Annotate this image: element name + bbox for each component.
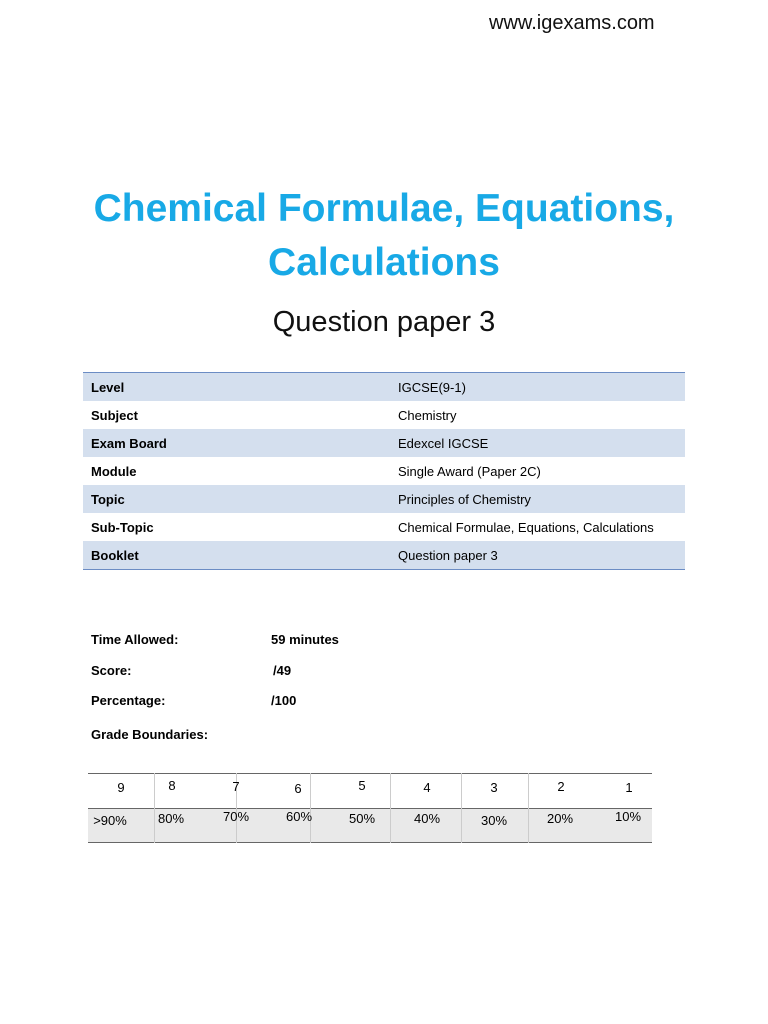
- info-label: Subject: [91, 407, 138, 423]
- percentage-label: Percentage:: [91, 693, 166, 708]
- grade-cell: 8: [168, 778, 176, 793]
- percent-cell: 10%: [614, 809, 642, 824]
- info-value: Chemical Formulae, Equations, Calculations: [398, 519, 654, 535]
- info-label: Module: [91, 463, 137, 479]
- page-title-line-2: Calculations: [268, 241, 500, 284]
- percent-cell: 60%: [285, 809, 313, 824]
- grade-cell: 9: [117, 780, 125, 795]
- title-block: [0, 182, 768, 342]
- table-row: [83, 513, 685, 541]
- table-row: [83, 373, 685, 402]
- info-value: IGCSE(9-1): [390, 373, 685, 402]
- score: [91, 663, 292, 678]
- info-label: Sub-Topic: [91, 519, 154, 535]
- info-value: Chemistry: [398, 407, 457, 423]
- grade-boundaries-heading: [91, 727, 208, 742]
- divider: [88, 842, 652, 843]
- time-allowed: [91, 632, 339, 647]
- score-label: Score:: [91, 663, 132, 678]
- website-url[interactable]: www.igexams.com: [489, 12, 655, 34]
- page-subtitle: Question paper 3: [272, 306, 496, 338]
- divider: [88, 808, 652, 809]
- info-value: Edexcel IGCSE: [390, 429, 685, 457]
- grade-cell: 4: [423, 780, 431, 795]
- percentage: [91, 693, 297, 708]
- grade-cell: 1: [625, 780, 633, 795]
- info-value: Question paper 3: [390, 541, 685, 570]
- percent-cell: 30%: [480, 813, 508, 828]
- percent-cell: >90%: [93, 813, 127, 828]
- grade-cell: 2: [557, 779, 565, 794]
- info-table: [83, 372, 685, 570]
- grade-cell: 5: [358, 778, 366, 793]
- info-label: Exam Board: [83, 429, 390, 457]
- info-label: Booklet: [83, 541, 390, 570]
- percent-cell: 70%: [222, 809, 250, 824]
- info-value: Principles of Chemistry: [390, 485, 685, 513]
- info-label: Level: [83, 373, 390, 402]
- percent-cell: 80%: [157, 811, 185, 826]
- divider: [88, 773, 652, 774]
- score-value: /49: [273, 663, 292, 678]
- grade-boundaries-label: Grade Boundaries:: [91, 727, 209, 742]
- percent-cell: 20%: [546, 811, 574, 826]
- info-value: Single Award (Paper 2C): [398, 463, 541, 479]
- table-row: [83, 401, 685, 429]
- time-allowed-label: Time Allowed:: [91, 632, 179, 647]
- table-row: [83, 541, 685, 570]
- percentage-value: /100: [271, 693, 297, 708]
- percent-cell: 50%: [348, 811, 376, 826]
- divider: [528, 773, 529, 843]
- page-title-line-1: Chemical Formulae, Equations,: [93, 187, 675, 230]
- grade-boundaries-table: [88, 773, 652, 843]
- table-row: [83, 485, 685, 513]
- grade-cell: 7: [232, 779, 240, 794]
- time-allowed-value: 59 minutes: [271, 632, 339, 647]
- grade-cell: 3: [490, 780, 498, 795]
- table-row: [83, 429, 685, 457]
- divider: [461, 773, 462, 843]
- percent-cell: 40%: [413, 811, 441, 826]
- table-row: [83, 457, 685, 485]
- grade-cell: 6: [294, 781, 302, 796]
- info-label: Topic: [83, 485, 390, 513]
